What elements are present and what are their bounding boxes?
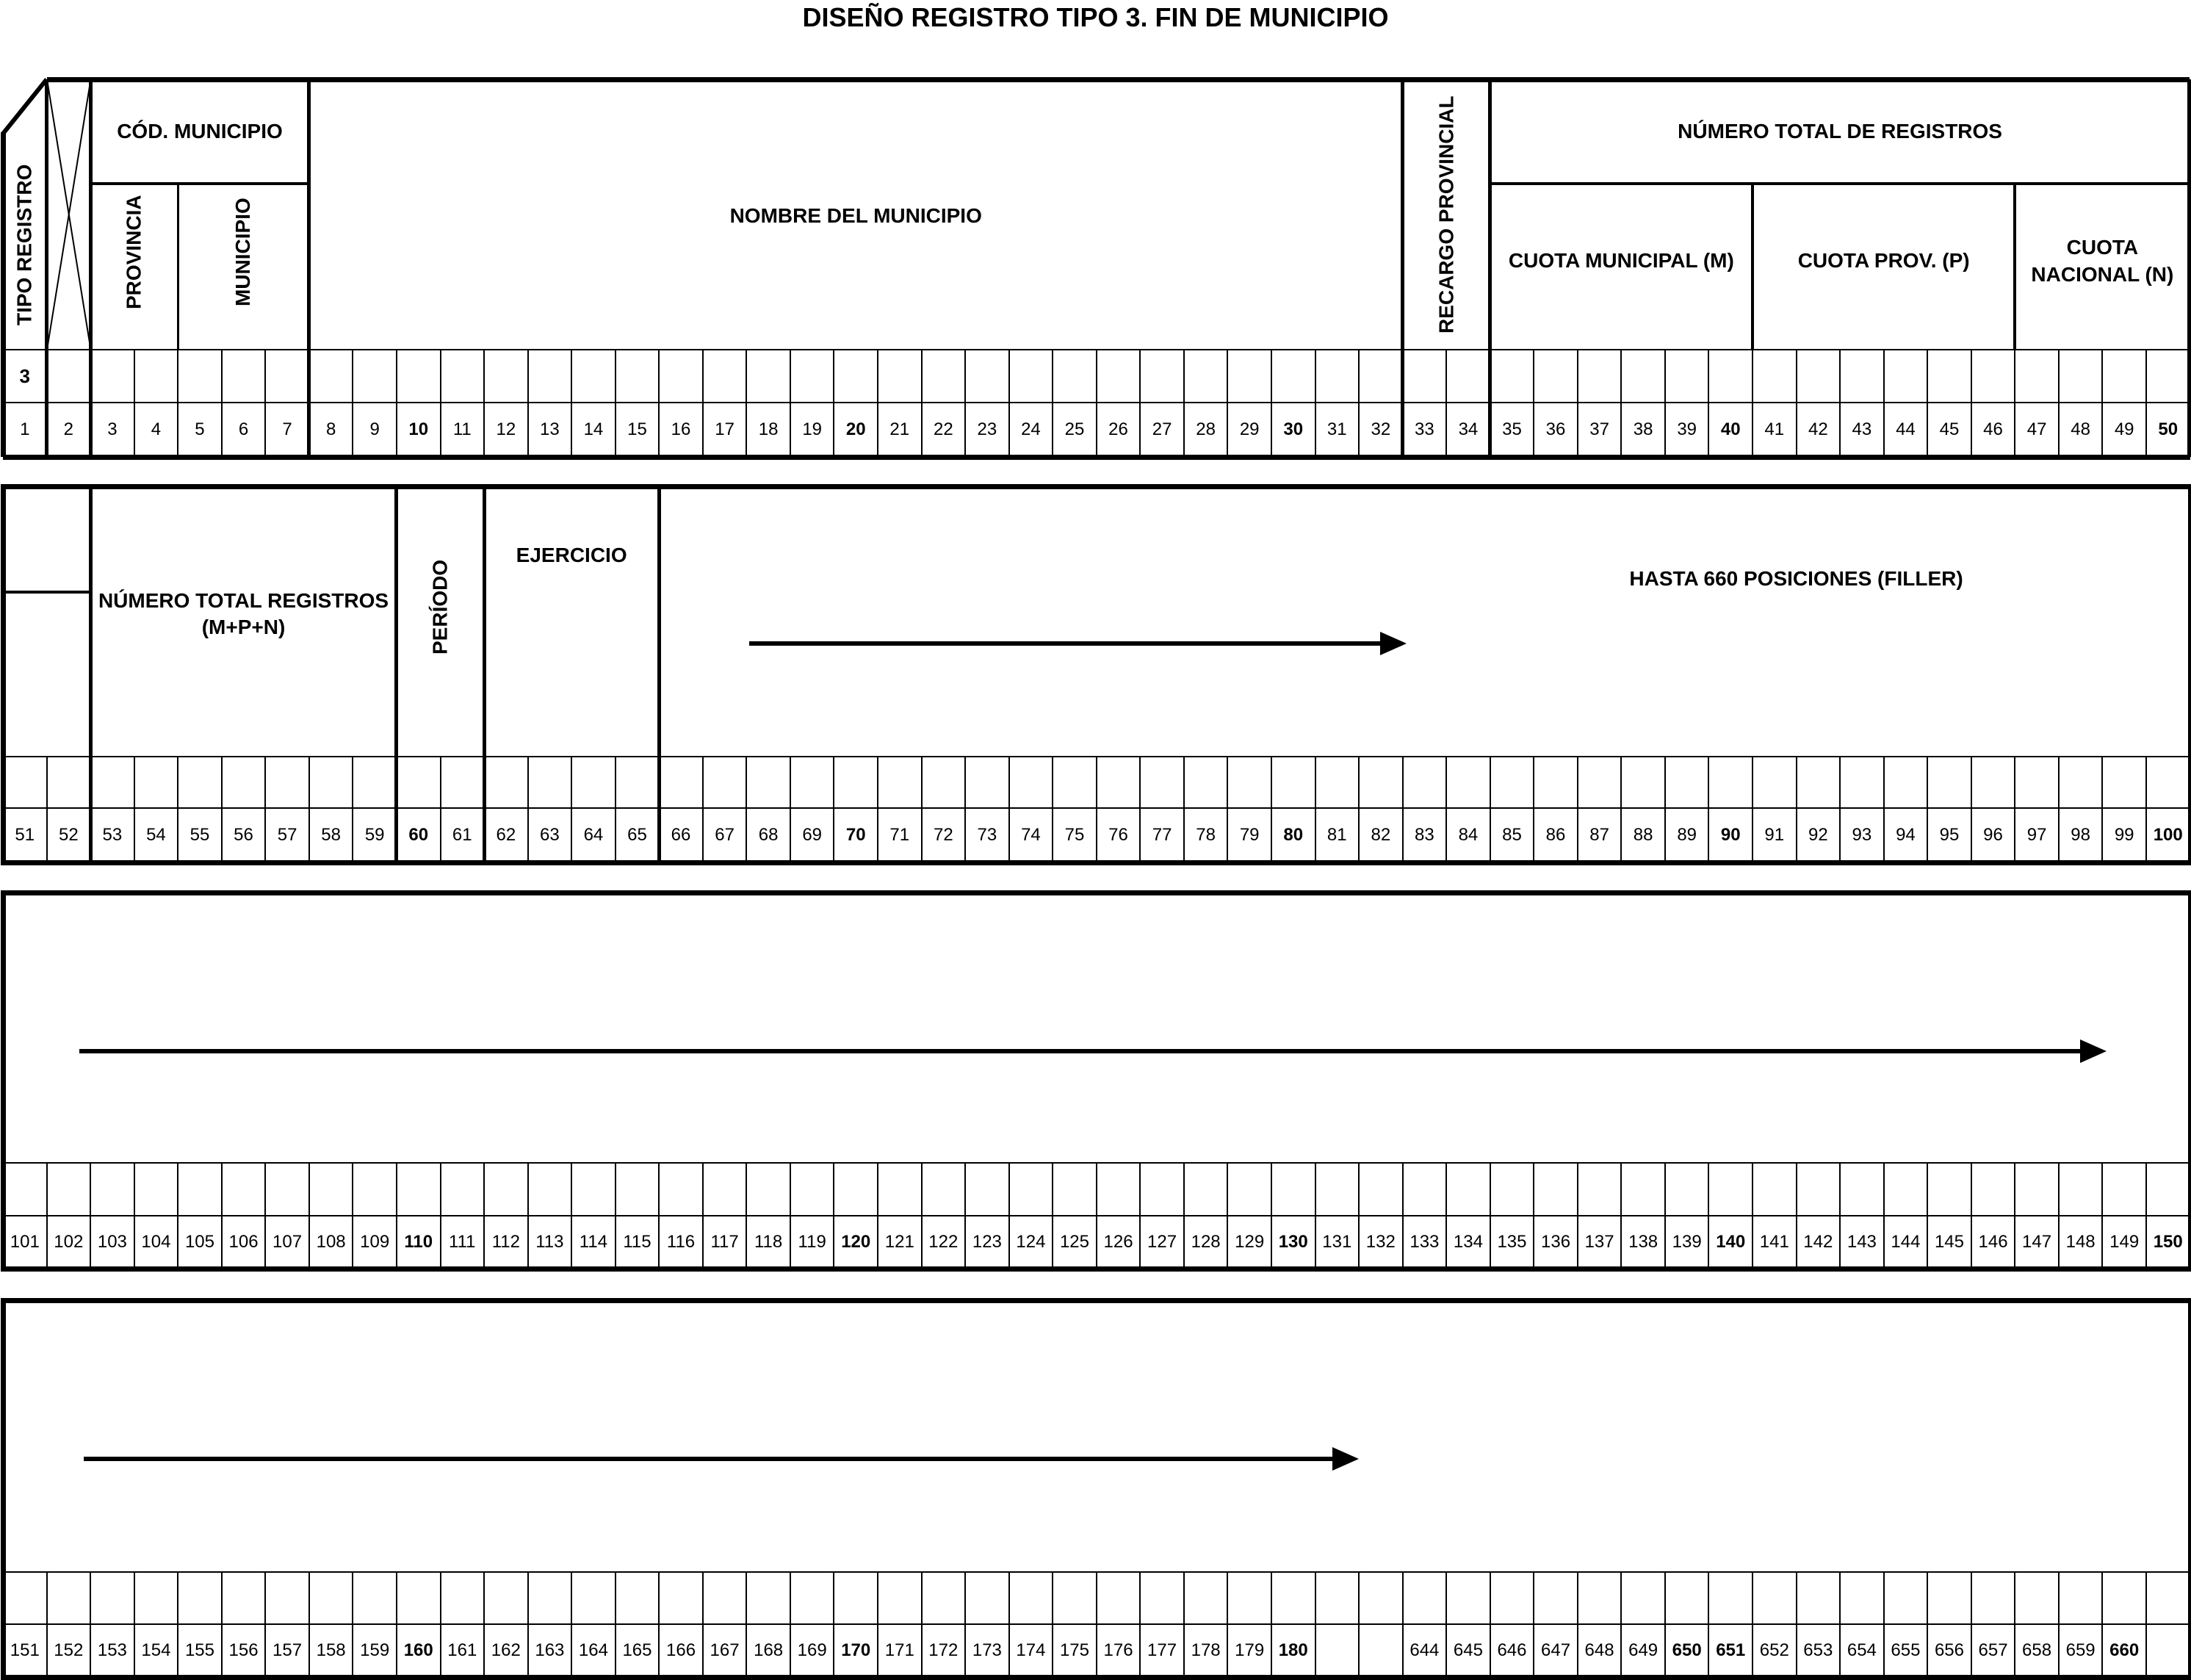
position-number: 11: [452, 419, 472, 439]
position-number: 99: [2114, 825, 2134, 845]
position-number: 138: [1628, 1232, 1658, 1252]
position-number: 161: [447, 1640, 477, 1660]
position-number: 122: [928, 1232, 959, 1252]
position-number: 121: [884, 1232, 914, 1252]
numero-total-mpn-label: NÚMERO TOTAL REGISTROS (M+P+N): [98, 588, 389, 638]
position-number: 120: [841, 1232, 871, 1252]
position-number: 645: [1453, 1640, 1483, 1660]
rule-line: [3, 591, 90, 594]
position-number: 70: [845, 825, 866, 845]
position-number: 657: [1978, 1640, 2008, 1660]
position-number: 78: [1196, 825, 1216, 845]
position-number: 76: [1108, 825, 1128, 845]
position-number: 93: [1852, 825, 1872, 845]
position-number: 654: [1847, 1640, 1877, 1660]
position-number: 9: [369, 419, 380, 439]
position-number: 3: [107, 419, 118, 439]
position-number: 646: [1497, 1640, 1527, 1660]
position-number: 65: [627, 825, 647, 845]
position-number: 17: [715, 419, 734, 439]
position-number: 94: [1896, 825, 1916, 845]
position-number: 88: [1633, 825, 1653, 845]
position-number: [1315, 1624, 1360, 1677]
position-number: 48: [2071, 419, 2090, 439]
position-number: 6: [238, 419, 249, 439]
numero-total-registros-label: NÚMERO TOTAL DE REGISTROS: [1678, 119, 2002, 143]
position-number: 53: [102, 825, 123, 845]
position-number: 109: [360, 1232, 390, 1252]
position-number: 60: [408, 825, 429, 845]
position-number: 79: [1239, 825, 1260, 845]
position-number: 137: [1584, 1232, 1614, 1252]
position-number: 132: [1365, 1232, 1396, 1252]
position-number: 112: [491, 1232, 520, 1252]
position-number: 45: [1939, 419, 1960, 439]
position-number: 126: [1103, 1232, 1133, 1252]
position-number: 39: [1677, 419, 1697, 439]
position-number: 68: [758, 825, 779, 845]
position-number: 72: [933, 825, 953, 845]
position-number: 163: [535, 1640, 565, 1660]
position-number: 31: [1326, 419, 1347, 439]
position-number: 15: [627, 419, 647, 439]
position-number: [1359, 1624, 1403, 1677]
position-number: 172: [928, 1640, 959, 1660]
position-number: 18: [758, 419, 779, 439]
position-number: 144: [1891, 1232, 1921, 1252]
position-number: 28: [1196, 419, 1216, 439]
tipo-registro-value: 3: [19, 364, 30, 387]
position-number: 660: [2109, 1640, 2140, 1660]
tipo-registro-label: TIPO REGISTRO: [12, 164, 36, 325]
position-number: 178: [1191, 1640, 1221, 1660]
position-number: 102: [54, 1232, 84, 1252]
recargo-provincial-label: RECARGO PROVINCIAL: [1434, 95, 1457, 334]
position-number: 47: [2026, 419, 2047, 439]
position-number: 36: [1545, 419, 1566, 439]
position-number: 150: [2153, 1232, 2183, 1252]
position-number: 157: [272, 1640, 303, 1660]
position-number: 56: [234, 825, 253, 845]
position-number: 656: [1934, 1640, 1964, 1660]
position-number: 117: [710, 1232, 739, 1252]
position-number: 171: [884, 1640, 914, 1660]
position-number: 38: [1633, 419, 1653, 439]
position-number: 658: [2022, 1640, 2052, 1660]
position-number: 61: [452, 825, 472, 845]
position-number: 113: [535, 1232, 564, 1252]
position-number: 162: [491, 1640, 521, 1660]
position-number: 42: [1808, 419, 1828, 439]
position-number: 30: [1283, 419, 1304, 439]
position-number: 81: [1326, 825, 1347, 845]
position-number: 651: [1716, 1640, 1746, 1660]
position-number: 7: [282, 419, 292, 439]
position-number: 59: [364, 825, 385, 845]
position-number: 41: [1764, 419, 1785, 439]
position-number: 1: [20, 419, 30, 439]
position-number: 98: [2071, 825, 2090, 845]
position-number: 96: [1983, 825, 2003, 845]
position-number: 155: [184, 1640, 214, 1660]
position-number: 135: [1497, 1232, 1527, 1252]
position-number: 123: [972, 1232, 1002, 1252]
position-number: 80: [1283, 825, 1304, 845]
position-number: 66: [671, 825, 691, 845]
position-number: 158: [316, 1640, 346, 1660]
position-number: 40: [1720, 419, 1741, 439]
position-number: 134: [1453, 1232, 1483, 1252]
position-number: 147: [2022, 1232, 2052, 1252]
position-number: 5: [195, 419, 205, 439]
position-number: 129: [1235, 1232, 1265, 1252]
position-number: 49: [2114, 419, 2134, 439]
position-number: 8: [325, 419, 336, 439]
page-title: DISEÑO REGISTRO TIPO 3. FIN DE MUNICIPIO: [802, 2, 1389, 32]
position-number: 43: [1852, 419, 1872, 439]
crossed-box: [47, 79, 91, 350]
position-number: 89: [1677, 825, 1697, 845]
position-number: 173: [972, 1640, 1002, 1660]
position-number: 34: [1458, 419, 1479, 439]
position-number: 26: [1108, 419, 1128, 439]
position-number: 115: [623, 1232, 651, 1252]
periodo-label: PERÍODO: [428, 559, 452, 655]
cuota-municipal-label: CUOTA MUNICIPAL (M): [1508, 249, 1734, 273]
corner-line: [0, 76, 51, 143]
position-number: 44: [1896, 419, 1916, 439]
position-number: 50: [2158, 419, 2179, 439]
position-number: 152: [54, 1640, 84, 1660]
position-number: 169: [797, 1640, 827, 1660]
position-number: 124: [1016, 1232, 1046, 1252]
position-number: 116: [666, 1232, 696, 1252]
position-number: 46: [1983, 419, 2003, 439]
position-number: 107: [272, 1232, 303, 1252]
position-number: 644: [1409, 1640, 1440, 1660]
position-number: 64: [583, 825, 604, 845]
position-number: 84: [1458, 825, 1479, 845]
position-number: 54: [146, 825, 166, 845]
position-number: 143: [1847, 1232, 1877, 1252]
position-number: 659: [2065, 1640, 2096, 1660]
position-number: 650: [1672, 1640, 1702, 1660]
position-number: 108: [316, 1232, 346, 1252]
position-number: 87: [1589, 825, 1609, 845]
position-number: 74: [1021, 825, 1041, 845]
position-number: 655: [1891, 1640, 1921, 1660]
position-number: 77: [1152, 825, 1172, 845]
position-number: 177: [1147, 1640, 1177, 1660]
position-number: 90: [1720, 825, 1741, 845]
arrow-right-icon: [79, 1037, 2107, 1066]
position-number: 166: [666, 1640, 696, 1660]
position-number: 55: [189, 825, 210, 845]
position-number: 140: [1716, 1232, 1746, 1252]
position-number: 174: [1016, 1640, 1046, 1660]
position-number: 35: [1502, 419, 1522, 439]
position-number: 12: [496, 419, 516, 439]
cod-municipio-label: CÓD. MUNICIPIO: [117, 119, 283, 143]
position-number: 21: [889, 419, 910, 439]
position-number: 73: [977, 825, 997, 845]
position-number: 170: [841, 1640, 871, 1660]
position-number: 69: [802, 825, 823, 845]
position-number: 4: [151, 419, 162, 439]
position-number: 119: [798, 1232, 826, 1252]
position-number: 10: [408, 419, 429, 439]
position-number: 142: [1803, 1232, 1833, 1252]
position-number: 141: [1759, 1232, 1789, 1252]
position-number: 2: [63, 419, 73, 439]
position-number: 180: [1278, 1640, 1308, 1660]
arrow-right-icon: [84, 1444, 1359, 1474]
position-number: 179: [1235, 1640, 1265, 1660]
position-number: 92: [1808, 825, 1828, 845]
position-number: 175: [1059, 1640, 1089, 1660]
position-number: 168: [754, 1640, 784, 1660]
position-number: 118: [754, 1232, 783, 1252]
position-number: 14: [583, 419, 604, 439]
position-number: 23: [977, 419, 997, 439]
position-number: 114: [579, 1232, 608, 1252]
cuota-prov-label: CUOTA PROV. (P): [1797, 249, 1970, 273]
position-number: 149: [2109, 1232, 2140, 1252]
position-number: 125: [1059, 1232, 1089, 1252]
position-number: 105: [184, 1232, 214, 1252]
position-number: 82: [1371, 825, 1391, 845]
provincia-label: PROVINCIA: [122, 195, 145, 309]
position-number: 145: [1934, 1232, 1964, 1252]
position-number: 148: [2065, 1232, 2096, 1252]
position-number: 29: [1239, 419, 1260, 439]
position-number: 52: [58, 825, 79, 845]
position-number: 648: [1584, 1640, 1614, 1660]
position-number: 33: [1415, 419, 1434, 439]
position-number: 153: [97, 1640, 127, 1660]
filler-label: HASTA 660 POSICIONES (FILLER): [1629, 567, 1963, 591]
position-number: 159: [360, 1640, 390, 1660]
position-number: 57: [277, 825, 297, 845]
position-number: 16: [671, 419, 691, 439]
position-number: 647: [1541, 1640, 1571, 1660]
position-number: 151: [10, 1640, 40, 1660]
position-number: 25: [1064, 419, 1085, 439]
position-number: 136: [1541, 1232, 1571, 1252]
position-number: 95: [1939, 825, 1960, 845]
position-number: 67: [715, 825, 734, 845]
position-number: 127: [1147, 1232, 1177, 1252]
position-number: 75: [1064, 825, 1085, 845]
position-number: 97: [2026, 825, 2047, 845]
position-number: 27: [1152, 419, 1172, 439]
municipio-label: MUNICIPIO: [231, 198, 255, 306]
position-number: 104: [141, 1232, 171, 1252]
position-number: 167: [710, 1640, 740, 1660]
position-number: 154: [141, 1640, 171, 1660]
position-number: 86: [1545, 825, 1566, 845]
position-number: 63: [540, 825, 560, 845]
position-number: 146: [1978, 1232, 2008, 1252]
position-number: 176: [1103, 1640, 1133, 1660]
position-number: 653: [1803, 1640, 1833, 1660]
position-number: 19: [802, 419, 823, 439]
position-number: 133: [1409, 1232, 1440, 1252]
position-number: 101: [10, 1232, 40, 1252]
position-number: 156: [228, 1640, 259, 1660]
position-number: 58: [321, 825, 341, 845]
position-number: 111: [449, 1232, 476, 1252]
position-number: 22: [933, 419, 953, 439]
position-number: 103: [97, 1232, 127, 1252]
position-number: 130: [1278, 1232, 1308, 1252]
position-number: 71: [889, 825, 910, 845]
position-number: 100: [2153, 825, 2183, 845]
position-number: 164: [578, 1640, 608, 1660]
position-number: 20: [845, 419, 866, 439]
ejercicio-label: EJERCICIO: [516, 543, 627, 566]
position-number: 13: [540, 419, 560, 439]
position-number: 24: [1021, 419, 1041, 439]
position-number: 131: [1322, 1232, 1352, 1252]
position-number: 165: [622, 1640, 652, 1660]
position-number: 649: [1628, 1640, 1658, 1660]
position-number: 139: [1672, 1232, 1702, 1252]
nombre-municipio-label: NOMBRE DEL MUNICIPIO: [729, 203, 982, 227]
position-number: 32: [1371, 419, 1391, 439]
position-number: 83: [1415, 825, 1434, 845]
position-number: 106: [228, 1232, 259, 1252]
position-number: 85: [1502, 825, 1522, 845]
position-number: 652: [1759, 1640, 1789, 1660]
arrow-right-icon: [749, 629, 1407, 658]
position-number: 62: [496, 825, 516, 845]
position-number: 128: [1191, 1232, 1221, 1252]
cuota-nacional-label: CUOTA NACIONAL (N): [2031, 236, 2174, 286]
position-number: 51: [15, 825, 35, 845]
position-number: 37: [1589, 419, 1609, 439]
position-number: 160: [403, 1640, 433, 1660]
position-number: 91: [1764, 825, 1785, 845]
position-number: 110: [404, 1232, 433, 1252]
